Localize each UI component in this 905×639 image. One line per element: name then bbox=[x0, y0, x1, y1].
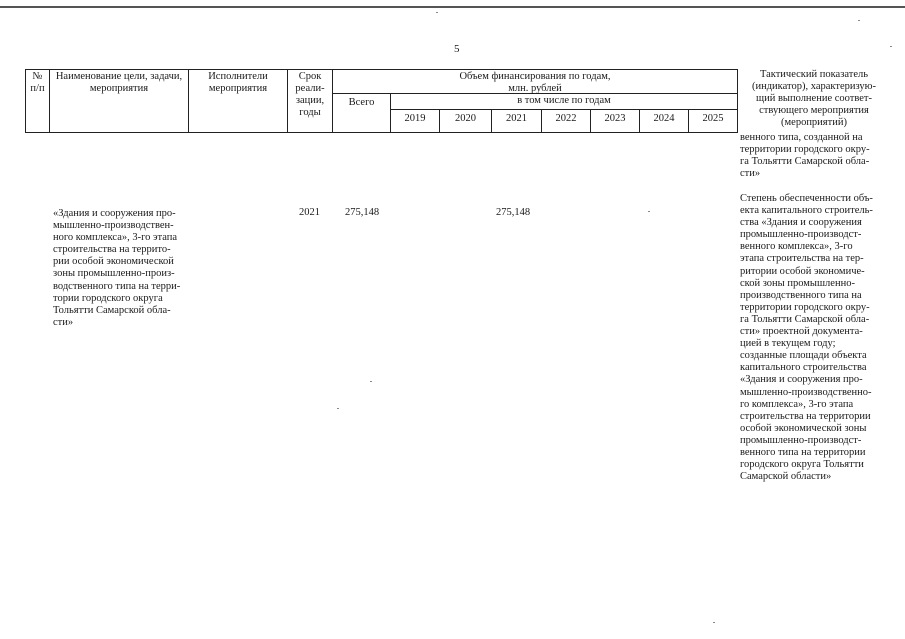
row-indicator: Степень обеспеченности объ- екта капитального строитель- ства «Здания и сооружения промышленно-производст- венного комплекса», 3-го этапа строительства на тер- ритории особой экономиче- ской зоны промышленно- производственного типа на территории городского окру- га Тольятти Самарской обла- сти» проектной документа- цией в текущем году; созданные площади объекта капитального строительства «Здания и сооружения про- мышленно-производственно- го комплекса», 3-го этапа строительства на территории особой экономической зоны промышленно-производст- венного типа на территории городского округа Тольятти Самарской области» bbox=[740, 193, 873, 483]
header-total: Всего bbox=[348, 97, 375, 108]
page-number: 5 bbox=[454, 43, 460, 55]
header-year-2024: 2024 bbox=[653, 113, 675, 124]
scan-speck bbox=[648, 211, 650, 212]
header-indicator: Тактический показатель (индикатор), характеризую- щий выполнение соответ- ствующего мероприятия (мероприятий) bbox=[751, 69, 876, 128]
header-year-2021: 2021 bbox=[506, 113, 527, 124]
header-year-2019: 2019 bbox=[404, 113, 426, 124]
header-name: Наименование цели, задачи, мероприятия bbox=[55, 71, 183, 94]
header-financing: Объем финансирования по годам, млн. рублей bbox=[459, 71, 611, 94]
header-year-2025: 2025 bbox=[702, 113, 724, 124]
header-year-2022: 2022 bbox=[555, 113, 577, 124]
row-measure-name: «Здания и сооружения про- мышленно-производствен- ного комплекса», 3-го этапа строительства на террито- рии особой экономической зоны промышленно-произ- водственного типа на терри- тории городского округа Тольятти Самарской обла- сти» bbox=[53, 208, 181, 328]
scan-speck bbox=[436, 12, 438, 13]
header-year-2023: 2023 bbox=[604, 113, 626, 124]
scan-speck bbox=[713, 622, 715, 623]
header-number: № п/п bbox=[30, 71, 45, 94]
row-total: 275,148 bbox=[345, 207, 380, 218]
header-including-years: в том числе по годам bbox=[517, 95, 611, 106]
scan-speck bbox=[337, 408, 339, 409]
row-term: 2021 bbox=[299, 207, 320, 218]
row-2021-value: 275,148 bbox=[496, 207, 531, 218]
header-term: Срок реали- зации, годы bbox=[295, 71, 325, 118]
scan-speck bbox=[890, 46, 892, 47]
scan-speck bbox=[370, 381, 372, 382]
header-executors: Исполнители мероприятия bbox=[208, 71, 268, 94]
header-year-2020: 2020 bbox=[455, 113, 476, 124]
scan-speck bbox=[858, 20, 860, 21]
top-border-line bbox=[0, 6, 905, 8]
indicator-continuation: венного типа, созданной на территории городского окру- га Тольятти Самарской обла- сти» bbox=[740, 132, 870, 180]
